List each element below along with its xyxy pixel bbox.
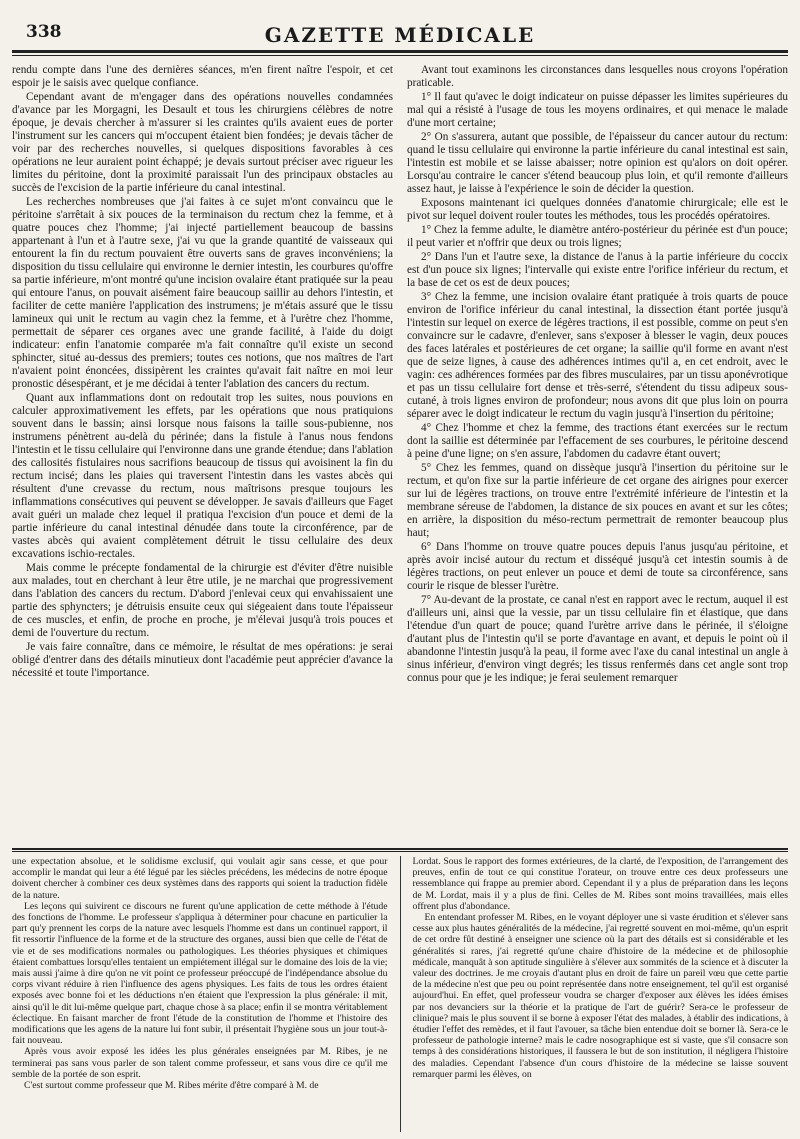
feuilleton-rule-thin bbox=[12, 851, 788, 852]
paragraph: 1° Chez la femme adulte, le diamètre antéro-postérieur du périnée est d'un pouce; il peut varier et n'offrir que deux ou trois lignes; bbox=[407, 224, 788, 249]
page-number: 338 bbox=[26, 22, 62, 42]
feuilleton-rule-thick bbox=[12, 848, 788, 850]
paragraph: 3° Chez la femme, une incision ovalaire étant pratiquée à trois quarts de pouce environ de l'orifice inférieur du canal intestinal, la dissection étant portée jusqu'à l'intestin sur lequel on exerce de légères tractions, il est possible, comme on peut s'en convaincre sur le cadavre, d'enlever, sans s'exposer à blesser le vagin, deux pouces des faces latérales et postérieures de cet organe; la saillie qu'il forme en avant n'est que de seize lignes, à cause des adhérences intimes qu'il a, en cet endroit, avec le vagin: ces adhérences formées par des fibres musculaires, par un tissu aponévrotique et pas un tissu cellulaire fort dense et très-serré, s'étendent du tissu adipeux sous-cutané, à trois lignes environ de profondeur; nous avons dit que plus loin on pourra séparer avec le doigt indicateur le rectum du vagin jusqu'à l'insertion du péritoine; bbox=[407, 291, 788, 420]
paragraph: Je vais faire connaître, dans ce mémoire, le résultat de mes opérations: je serai obligé d'entrer dans des détails minutieux dont l'académie peut apprécier d'avance la nécessité et toute l'importance. bbox=[12, 641, 393, 679]
paragraph: 6° Dans l'homme on trouve quatre pouces depuis l'anus jusqu'au péritoine, et après avoir incisé autour du rectum et disséqué jusqu'à cet intestin soumis à de légères tractions, on peut enlever un pouce et demi de toute sa circonférence, sans courir le risque de blesser l'urètre. bbox=[407, 541, 788, 592]
paragraph: 1° Il faut qu'avec le doigt indicateur on puisse dépasser les limites supérieures du mal qui a résisté à l'usage de tous les moyens ordinaires, et qui menace le malade d'une mort certaine; bbox=[407, 91, 788, 129]
feuilleton-right-column bbox=[413, 856, 789, 1132]
paragraph: rendu compte dans l'une des dernières séances, m'en firent naître l'espoir, et cet espoir je le saisis avec quelque confiance. bbox=[12, 64, 393, 89]
left-column bbox=[12, 64, 393, 844]
paragraph: 4° Chez l'homme et chez la femme, des tractions étant exercées sur le rectum dont la saillie est déterminée par l'effacement de ses courbures, le péritoine descend à peine d'une ligne; on s'en assure, l'abdomen du cadavre étant ouvert; bbox=[407, 422, 788, 460]
paragraph: Lordat. Sous le rapport des formes extérieures, de la clarté, de l'exposition, de l'arrangement des preuves, enfin de tout ce qui constitue l'orateur, on trouve entre ces deux professeurs une ressemblance qui frappe au premier abord. Cependant il y a plus de préparation dans les leçons de M. Lordat, mais il y a plus de fini. Celles de M. Ribes sont moins travaillées, mais elles offrent plus d'abondance. bbox=[412, 856, 788, 912]
paragraph: Avant tout examinons les circonstances dans lesquelles nous croyons l'opération praticable. bbox=[407, 64, 788, 89]
paragraph: C'est surtout comme professeur que M. Ribes mérite d'être comparé à M. de bbox=[24, 1080, 319, 1092]
column-divider bbox=[400, 856, 401, 1132]
paragraph: Mais comme le précepte fondamental de la chirurgie est d'éviter d'être nuisible aux malades, tout en cherchant à leur être utile, je ne marchai que progressivement dans l'ablation des cancers du rectum. D'abord j'enlevai ceux qui envahissaient une partie des sphyncters; je détruisis ensuite ceux qui siégeaient dans toute l'épaisseur de ces muscles, et enfin, de proche en proche, je m'élevai jusqu'à trois pouces et demi de l'ouverture du rectum. bbox=[12, 562, 393, 639]
header-rule-thin bbox=[12, 55, 788, 56]
feuilleton-left-column bbox=[12, 856, 388, 1132]
paragraph: Les recherches nombreuses que j'ai faites à ce sujet m'ont convaincu que le péritoine s'arrêtait à six pouces de la terminaison du rectum chez la femme, et à quatre pouces chez l'homme; j'ai injecté partiellement beaucoup de bassins appartenant à l'un et à l'autre sexe, j'ai vu que la grande quantité de vaisseaux qui entourent la fin du rectum pouvaient être ouverts sans de graves inconvéniens; la disposition du tissu cellulaire qui environne le dernier intestin, les courbures qu'offre sa partie inférieure, m'ont montré qu'une incision ovalaire étant pratiquée sur la peau qui entoure l'anus, on pouvait aisément faire beaucoup saillir au dehors l'intestin, et faciliter de cette manière l'application des instrumens; je m'étais assuré que le tissu lamineux qui unit le rectum au vagin chez la femme, et à l'urètre chez l'homme, permettait de séparer ces organes avec une grande facilité, à l'aide du doigt indicateur: enfin l'anatomie comparée m'a fait connaître qu'il existe un second sphincter, situé au-dessus des premiers; toutes ces notions, que nos maîtres de l'art n'avaient point énoncées, dissipèrent les craintes qu'avait fait naître en moi leur pronostic désespérant, et je me décidai à tenter l'ablation des cancers du rectum. bbox=[12, 196, 393, 390]
paragraph: Après vous avoir exposé les idées les plus générales enseignées par M. Ribes, je ne terminerai pas sans vous parler de son talent comme professeur, et sans vous dire ce qu'il me semble de la portée de son esprit. bbox=[12, 1046, 388, 1080]
right-column bbox=[407, 64, 788, 844]
main-article bbox=[12, 64, 788, 844]
journal-title: GAZETTE MÉDICALE bbox=[264, 23, 536, 47]
paragraph: 7° Au-devant de la prostate, ce canal n'est en rapport avec le rectum, auquel il est d'ailleurs uni, ainsi que la vessie, par un tissu cellulaire fin et élastique, que dans l'étendue d'un quart de pouce; quand l'urètre arrive dans le périnée, il s'éloigne d'autant plus de l'intestin qu'il se porte d'avantage en avant, et depuis le point où il abandonne l'intestin jusqu'à la peau, il forme avec l'axe du canal intestinal un angle à sinus inférieur, d'environ vingt degrés; les tissus renfermés dans cet angle sont trop connus pour que je les indique; je ferai seulement remarquer bbox=[407, 594, 788, 684]
paragraph: une expectation absolue, et le solidisme exclusif, qui voulait agir sans cesse, et que pour accomplir le mandat qui leur a été légué par les siècles précédens, les médecins de notre époque doivent chercher à combiner ces deux systèmes dans des rapports qui soient la traduction fidèle de la nature. bbox=[12, 856, 388, 901]
paragraph: Quant aux inflammations dont on redoutait trop les suites, nous pouvions en calculer approximativement les effets, par les opérations que nous pratiquions souvent dans le bassin; ainsi lorsque nous faisons la taille sous-pubienne, nos instrumens pénètrent au-delà du périnée; dans la fistule à l'anus nous fendons l'intestin et le tissu cellulaire qui l'environne dans une grande étendue; dans l'ablation des callosités fistulaires nous sacrifions beaucoup de tissus qui avoisinent la fin du rectum incisé; dans les plaies qui traversent l'intestin dans les vastes abcès qui résultent d'une crevasse du rectum, nous maîtrisons presque toujours les inflammations consécutives qui peuvent se développer. Je savais d'ailleurs que Faget avait guéri un malade chez lequel il pratiqua l'excision d'un pouce et demi de la partie inférieure du canal intestinal dénudée dans toute la circonférence, par de vastes abcès qui avaient complètement détruit le tissu cellulaire des deux excavations ischio-rectales. bbox=[12, 392, 393, 560]
paragraph: Exposons maintenant ici quelques données d'anatomie chirurgicale; elle est le pivot sur lequel doivent rouler toutes les méthodes, tous les procédés opératoires. bbox=[407, 197, 788, 222]
paragraph: Les leçons qui suivirent ce discours ne furent qu'une application de cette méthode à l'étude des fonctions de l'homme. Le professeur s'appliqua à déterminer pour chacune en particulier la part qu'y prennent les corps de la nature avec lesquels l'homme est dans un continuel rapport, il fit ressortir l'influence de la forme et de la structure des organes, aussi bien que celle de l'état de vie et de ses modifications normales ou pathologiques. Les théories physiques et chimiques étaient combattues lorsqu'elles tentaient un empiétement illégal sur le domaine des lois de la vie; mais aussi j'aime à dire qu'on ne vit point ce professeur préoccupé de l'indépendance absolue du corps vivant réduire à rien l'influence des agens physiques. Les faits de tous les ordres étaient exposés avec bonne foi et les déductions n'en étaient que l'expression la plus générale: il mit, ainsi qu'il le dit lui-même quelque part, chaque chose à sa place; enfin il se montra véritablement éclectique. En faisant marcher de front l'étude de la constitution de l'homme et l'histoire des modifications que les agens de la nature lui font subir, il présentait l'hygiène sous un jour tout-à-fait nouveau. bbox=[12, 900, 388, 1047]
paragraph: En entendant professer M. Ribes, en le voyant déployer une si vaste érudition et s'élever sans cesse aux plus hautes généralités de la médecine, j'ai regretté souvent en moi-même, qu'un esprit de cet ordre fût destiné à enseigner une science où la part des détails est si considérable et les généralités si rares, j'ai regretté qu'une chaire d'histoire de la médecine et de philosophie médicale, manquât à son aptitude singulière à s'élever aux sommités de la science et à discuter la valeur des doctrines. Je me croyais d'autant plus en droit de faire un pareil vœu que cette partie de la médecine n'est que peu ou point représentée dans notre enseignement, tel qu'il est organisé aujourd'hui. En effet, quel professeur voudra se charger d'exposer aux élèves les idées émises par nos devanciers sur la théorie et la pratique de l'art de guérir? Sera-ce le professeur de clinique? mais le plus souvent il se borne à exposer l'état des malades, à établir des indications, à étudier l'effet des remèdes, et il faut l'avouer, sa tâche bien entendue doit se borner là. Sera-ce le professeur de pathologie interne? mais le cadre nosographique est si vaste, que s'il consacre son temps à des considérations historiques, il faussera le but de son institution, il négligera l'histoire des maladies. Cependant l'absence d'un cours d'histoire de la médecine se laisse souvent remarquer parmi les élèves, on bbox=[412, 912, 788, 1080]
paragraph: 2° On s'assurera, autant que possible, de l'épaisseur du cancer autour du rectum: quand le tissu cellulaire qui environne la partie inférieure du canal intestinal est sain, l'intestin est mobile et se laisse abaisser; notre opinion est qu'alors on doit opérer. Lorsqu'au contraire le cancer s'étend beaucoup plus loin, et qu'il remonte d'ailleurs assez haut, je laisse à l'expérience le soin de décider la question. bbox=[407, 131, 788, 195]
paragraph: 2° Dans l'un et l'autre sexe, la distance de l'anus à la partie inférieure du coccix est d'un pouce six lignes; l'intervalle qui existe entre l'orifice inférieur du rectum, et la base de cet os est de deux pouces; bbox=[407, 251, 788, 289]
page-header bbox=[12, 0, 788, 50]
paragraph: Cependant avant de m'engager dans des opérations nouvelles condamnées d'avance par les Morgagni, les Desault et tous les chirurgiens célèbres de notre époque, je devais chercher à m'assurer si les craintes qu'ils avaient eues de porter l'instrument sur les cancers qui m'occupent étaient bien fondées; je devais tâcher de voir par des recherches nouvelles, si quelques dispositions favorables à ces opérations ne leur auraient point échappé; je devais surtout préciser avec rigueur les limites du péritoine, dont la proximité paraissait l'un des principaux obstacles au succès de l'excision de la partie inférieure du canal intestinal. bbox=[12, 91, 393, 194]
header-rule-thick bbox=[12, 50, 788, 53]
feuilleton-section bbox=[12, 856, 788, 1132]
paragraph: 5° Chez les femmes, quand on dissèque jusqu'à l'insertion du péritoine sur le rectum, et qu'on fixe sur la partie inférieure de cet organe des airignes pour exercer sur lui de légères tractions, on trouve entre l'extrémité inférieure de l'intestin et la membrane séreuse de l'abdomen, la distance de six pouces en avant et sur les côtes; en arrière, la disposition du méso-rectum permettrait de remonter beaucoup plus haut; bbox=[407, 462, 788, 539]
